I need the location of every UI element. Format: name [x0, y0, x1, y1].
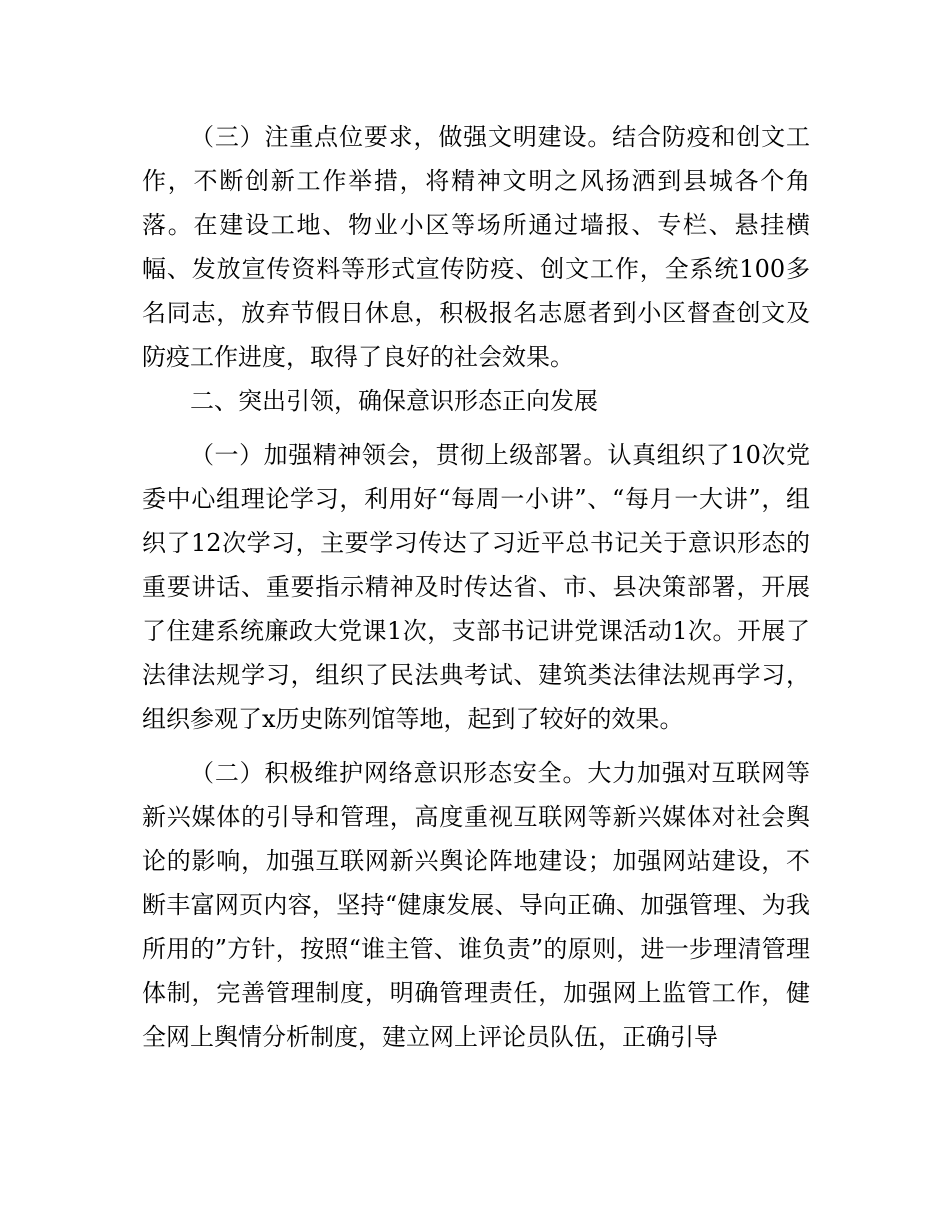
- section-heading-2: 二、突出引领，确保意识形态正向发展: [190, 387, 598, 415]
- paragraph-section-3: （三）注重点位要求，做强文明建设。结合防疫和创文工作，不断创新工作举措，将精神文明之风扬洒到县城各个角落。在建设工地、物业小区等场所通过墙报、专栏、悬挂横幅、发放宣传资料等形式宣传防疫、创文工作，全系统100多名同志，放弃节假日休息，积极报名志愿者到小区督查创文及防疫工作进度，取得了良好的社会效果。: [142, 123, 810, 371]
- paragraph-subsection-1: （一）加强精神领会，贯彻上级部署。认真组织了10次党委中心组理论学习，利用好“每周一小讲”、“每月一大讲”，组织了12次学习，主要学习传达了习近平总书记关于意识形态的重要讲话、重要指示精神及时传达省、市、县决策部署，开展了住建系统廉政大党课1次，支部书记讲党课活动1次。开展了法律法规学习，组织了民法典考试、建筑类法律法规再学习，组织参观了x历史陈列馆等地，起到了较好的效果。: [142, 441, 810, 733]
- paragraph-subsection-2: （二）积极维护网络意识形态安全。大力加强对互联网等新兴媒体的引导和管理，高度重视互联网等新兴媒体对社会舆论的影响，加强互联网新兴舆论阵地建设；加强网站建设，不断丰富网页内容，坚持“健康发展、导向正确、加强管理、为我所用的”方针，按照“谁主管、谁负责”的原则，进一步理清管理体制，完善管理制度，明确管理责任，加强网上监管工作，健全网上舆情分析制度，建立网上评论员队伍，正确引导: [142, 759, 810, 1051]
- document-body: [142, 115, 810, 1059]
